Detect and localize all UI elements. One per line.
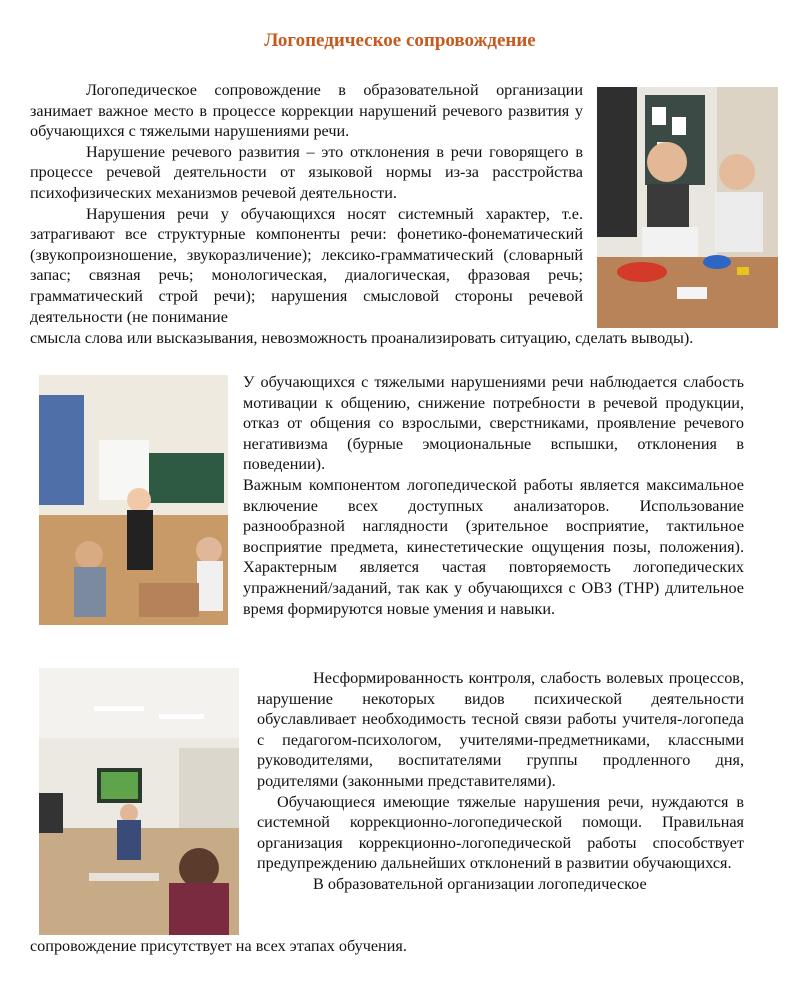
text-block-intro-cont [30,328,744,349]
paragraph-7: Обучающиеся имеющие тяжелые нарушения речи, нуждаются в системной коррекционно-логопедической помощи. Правильная организация коррекционно-логопедической работы способствует предупреждению дальнейших отклонений в развитии обучающихся. [257,792,744,873]
paragraph-2: Нарушение речевого развития – это отклонения в речи говорящего в процессе речевой деятельности от языковой нормы из-за расстройства психофизических механизмов речевой деятельности. [30,142,583,202]
page-title: Логопедическое сопровождение [264,30,536,51]
photo-computer-class [39,668,239,935]
text-block-closing [30,936,744,957]
paragraph-8-continued: сопровождение присутствует на всех этапах обучения. [30,937,407,955]
paragraph-6: Несформированность контроля, слабость волевых процессов, нарушение некоторых видов психической деятельности обуславливает необходимость тесной связи работы учителя-логопеда с педагогом-психологом, учителями-предметниками, классными руководителями, воспитателями группы продленного дня, родителями (законными представителями). [257,669,744,790]
text-block-cooperation [257,668,744,895]
paragraph-1: Логопедическое сопровождение в образовательной организации занимает важное место в процессе коррекции нарушений речевого развития у обучающихся с тяжелыми нарушениями речи. [30,81,583,141]
paragraph-8: В образовательной организации логопедическое [313,874,647,893]
paragraph-5: Важным компонентом логопедической работы является максимальное включение всех доступных анализаторов. Использование разнообразной наглядности (зрительное восприятие, тактильное восприятие предмета, кинестетические ощущения позы, положения). Характерным является частая повторяемость логопедических упражнений/заданий, так как у обучающихся с ОВЗ (ТНР) длительное время формируются новые умения и навыки. [243,475,744,618]
paragraph-3: Нарушения речи у обучающихся носят системный характер, т.е. затрагивают все структурные компоненты речи: фонетико-фонематический (звукопроизношение, звукоразличение); лексико-грамматический (словарный запас; связная речь; монологическая, диалогическая, фразовая речь; грамматический строй речи); нарушения смысловой стороны речевой деятельности (не понимание [30,204,583,326]
photo-classroom-teacher [39,375,228,625]
photo-children-at-table [597,87,778,328]
text-block-motivation [243,372,744,619]
paragraph-4: У обучающихся с тяжелыми нарушениями речи наблюдается слабость мотивации к общению, снижение потребности в речевой продукции, отказ от общения со взрослыми, сверстниками, проявление речевого негативизма (бурные эмоциональные вспышки, отклонения в поведении). [243,373,744,474]
text-block-intro [30,80,583,327]
paragraph-3-continued: смысла слова или высказывания, невозможность проанализировать ситуацию, сделать выводы). [30,329,694,347]
